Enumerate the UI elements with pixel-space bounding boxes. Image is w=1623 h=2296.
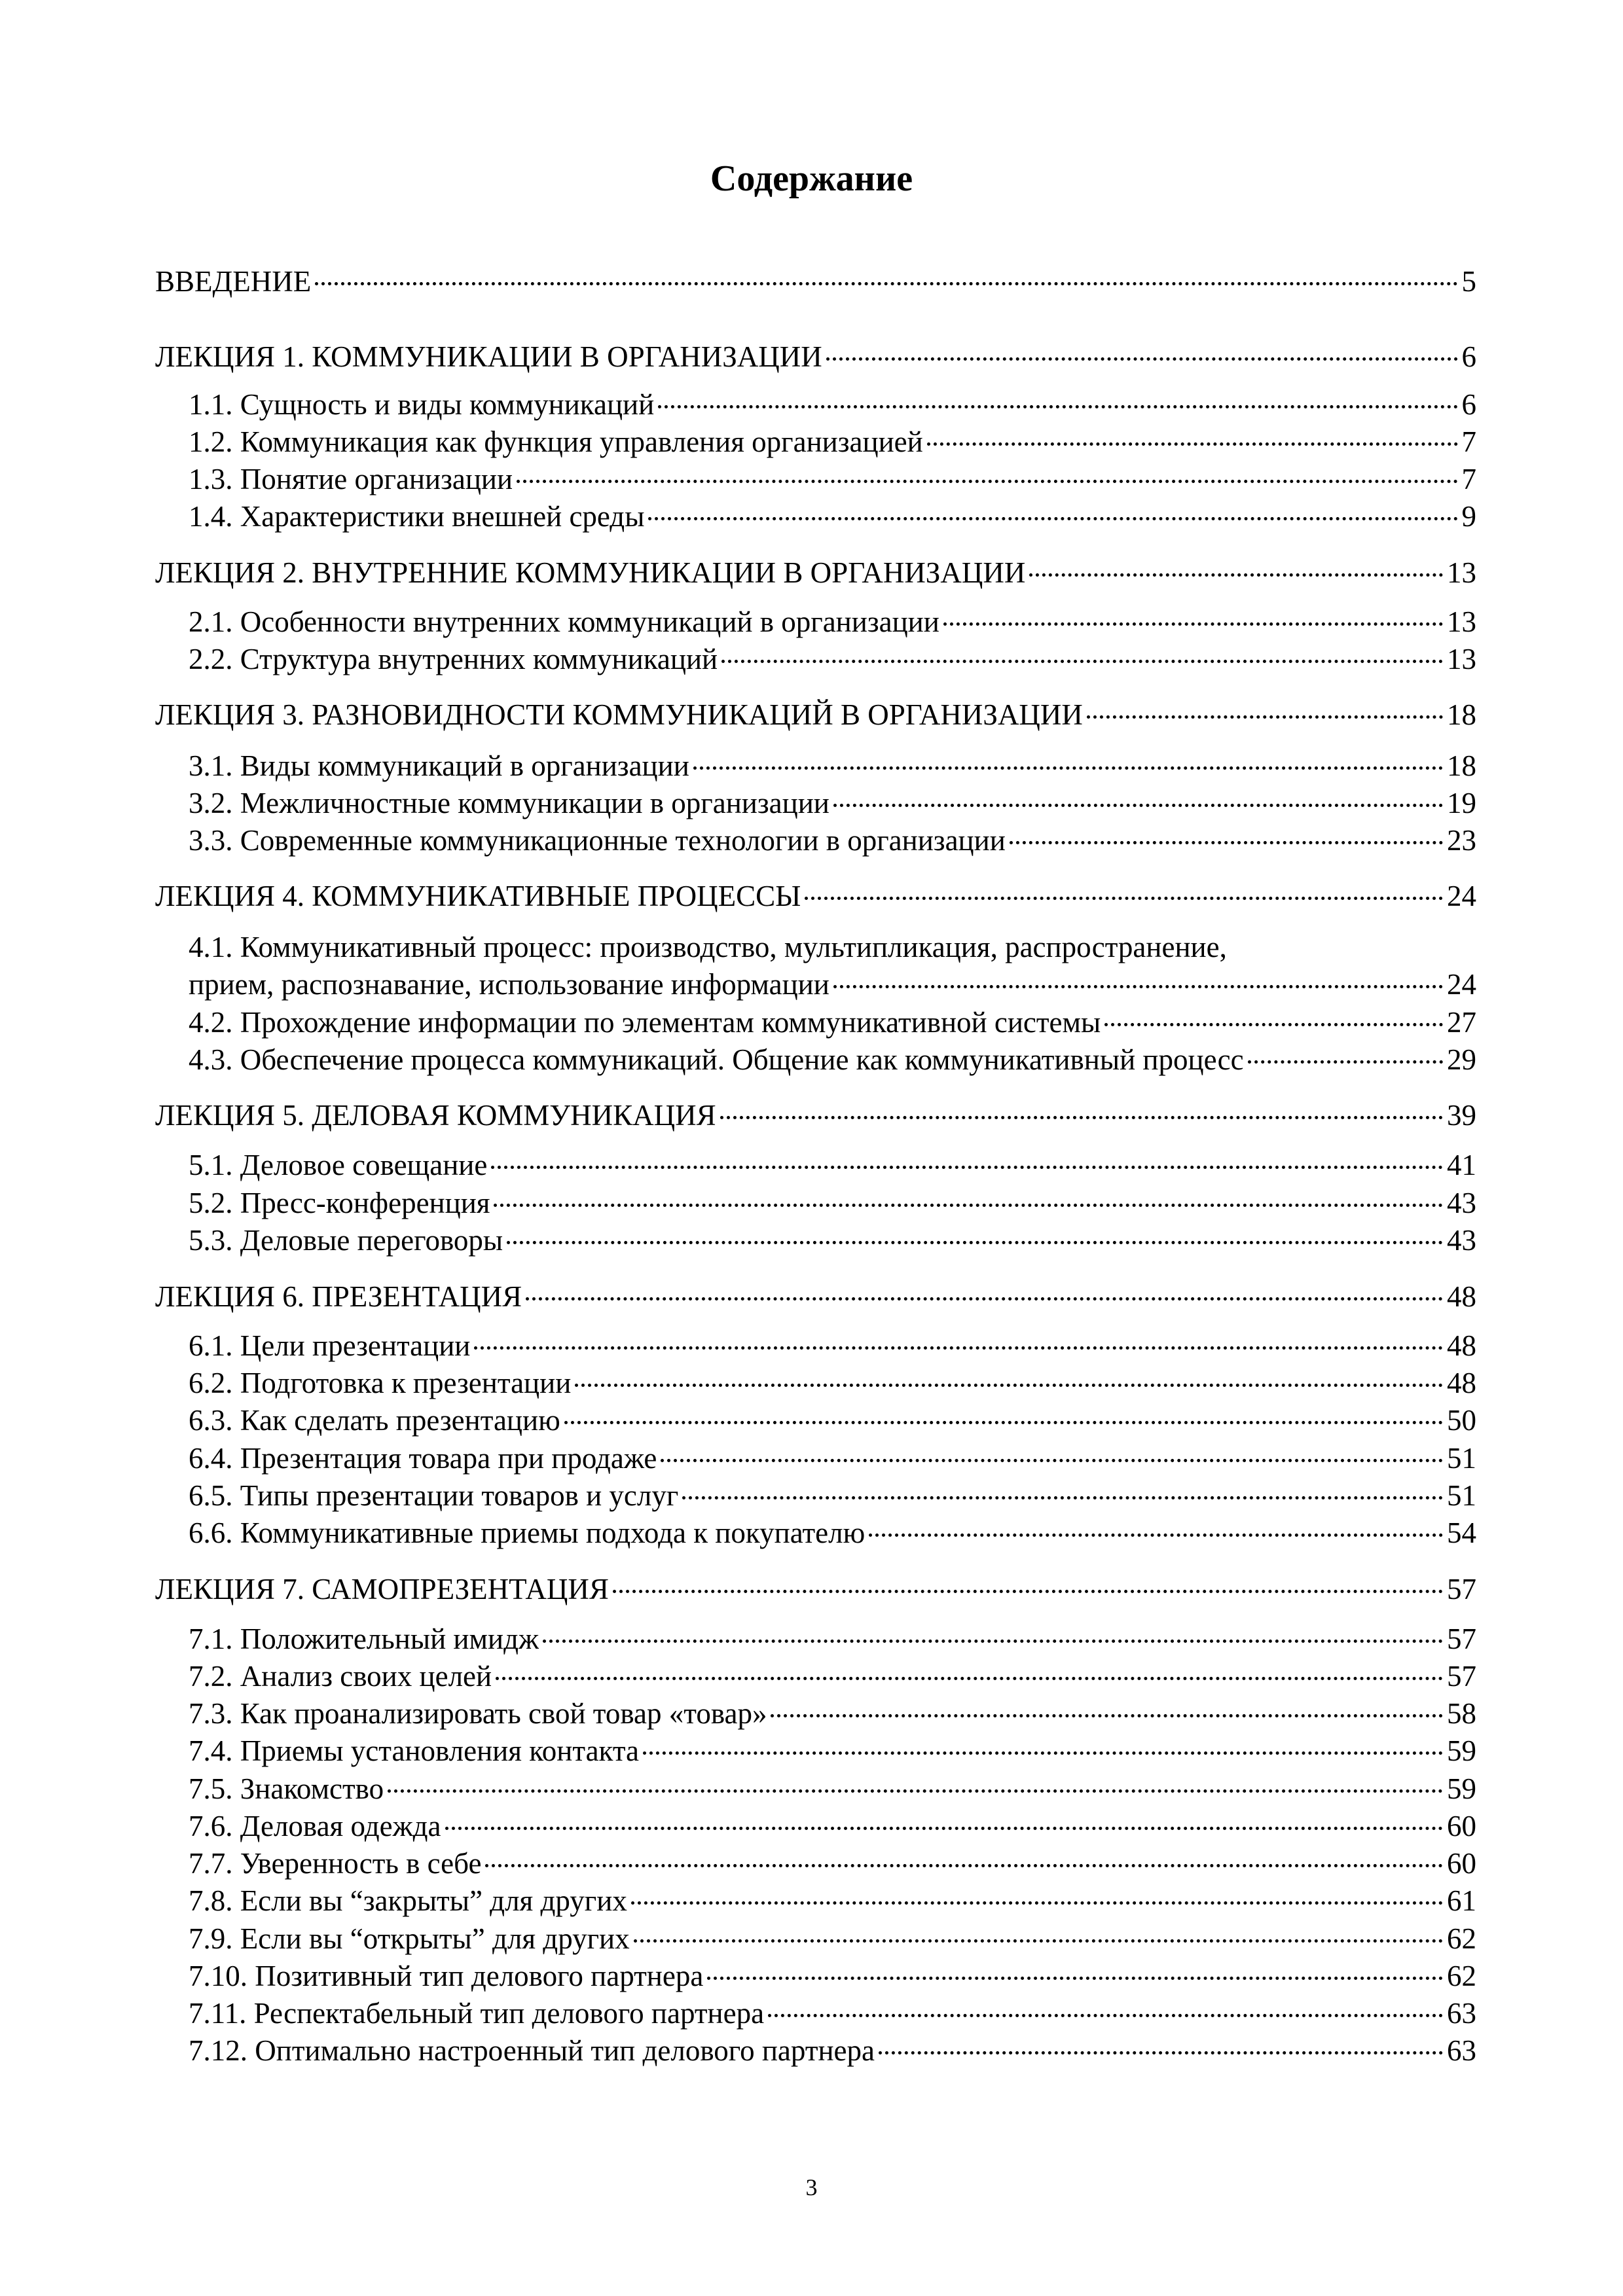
toc-page-number: 7 [1461, 425, 1476, 458]
toc-section-entry [189, 1365, 1476, 1401]
toc-section-entry [189, 1477, 1476, 1514]
toc-section-entry [189, 1515, 1476, 1551]
toc-dot-leader [707, 1977, 1443, 1980]
toc-entry-text: ЛЕКЦИЯ 2. ВНУТРЕННИЕ КОММУНИКАЦИИ В ОРГАНИЗАЦИИ [155, 556, 1026, 589]
toc-dot-leader [634, 1939, 1443, 1943]
toc-page-number: 48 [1447, 1329, 1476, 1362]
toc-dot-leader [491, 1166, 1443, 1169]
toc-page-number: 62 [1447, 1960, 1476, 1992]
toc-entry-text: 5.2. Пресс-конференция [189, 1187, 490, 1219]
toc-section-entry [189, 461, 1476, 497]
toc-lecture-entry [155, 263, 1476, 300]
toc-entry-text: 1.2. Коммуникация как функция управления организацией [189, 425, 923, 458]
toc-dot-leader [833, 804, 1443, 807]
toc-section-entry [189, 1147, 1476, 1183]
toc-page-number: 13 [1447, 556, 1476, 589]
toc-page-number: 6 [1461, 388, 1476, 421]
toc-entry-text: 4.3. Обеспечение процесса коммуникаций. Общение как коммуникативный процесс [189, 1043, 1244, 1076]
toc-entry-text: 7.6. Деловая одежда [189, 1810, 441, 1842]
toc-entry-text: 6.5. Типы презентации товаров и услуг [189, 1479, 679, 1512]
toc-page-number: 23 [1447, 824, 1476, 857]
toc-page-number: 59 [1447, 1772, 1476, 1805]
toc-section-entry [189, 2032, 1476, 2069]
toc-lecture-entry [155, 554, 1476, 591]
toc-dot-leader [474, 1346, 1443, 1350]
toc-dot-leader [494, 1204, 1443, 1207]
toc-page-number: 57 [1447, 1660, 1476, 1693]
toc-dot-leader [575, 1384, 1443, 1387]
toc-dot-leader [485, 1864, 1443, 1867]
toc-dot-leader [879, 2051, 1443, 2054]
toc-section-entry [189, 641, 1476, 677]
toc-page-number: 18 [1447, 749, 1476, 782]
toc-entry-text: 7.11. Респектабельный тип делового партнера [189, 1997, 765, 2030]
toc-section-entry [189, 1882, 1476, 1919]
toc-section-entry [189, 423, 1476, 460]
toc-page-number: 54 [1447, 1516, 1476, 1549]
toc-entry-text: 7.12. Оптимально настроенный тип делового партнера [189, 2034, 875, 2067]
toc-entry-text: 3.1. Виды коммуникаций в организации [189, 749, 689, 782]
toc-entry-text: 6.6. Коммуникативные приемы подхода к покупателю [189, 1516, 866, 1549]
toc-entry-text: 1.4. Характеристики внешней среды [189, 500, 645, 533]
page-number: 3 [805, 2174, 818, 2200]
toc-entry-text: ВВЕДЕНИЕ [155, 265, 312, 298]
toc-entry-text: 6.1. Цели презентации [189, 1329, 471, 1362]
toc-dot-leader [643, 1751, 1443, 1755]
page-title: Содержание [710, 158, 913, 199]
toc-entry-text: 6.3. Как сделать презентацию [189, 1404, 560, 1437]
toc-dot-leader [1087, 715, 1443, 719]
toc-dot-leader [564, 1421, 1443, 1424]
toc-page-number: 19 [1447, 787, 1476, 819]
toc-page-number: 41 [1447, 1149, 1476, 1181]
toc-entry-text: 7.9. Если вы “открыты” для других [189, 1922, 630, 1955]
toc-page-number: 13 [1447, 605, 1476, 638]
toc-dot-leader [507, 1241, 1443, 1244]
toc-page-number: 60 [1447, 1810, 1476, 1842]
toc-dot-leader [315, 282, 1457, 285]
toc-dot-leader [693, 766, 1443, 770]
toc-section-entry [189, 603, 1476, 640]
toc-dot-leader [1029, 573, 1443, 577]
toc-entry-text: 2.2. Структура внутренних коммуникаций [189, 643, 718, 675]
toc-dot-leader [927, 442, 1458, 446]
toc-section-entry [189, 1440, 1476, 1477]
toc-dot-leader [388, 1789, 1443, 1793]
toc-dot-leader [648, 517, 1457, 520]
toc-entry-text: 1.1. Сущность и виды коммуникаций [189, 388, 655, 421]
toc-section-entry [189, 1920, 1476, 1957]
toc-section-entry [189, 1845, 1476, 1882]
toc-section-entry [189, 1770, 1476, 1807]
toc-entry-text: 2.1. Особенности внутренних коммуникаций в организации [189, 605, 939, 638]
toc-dot-leader [833, 985, 1443, 988]
toc-dot-leader [658, 405, 1457, 408]
toc-page-number: 18 [1447, 698, 1476, 731]
toc-page-number: 63 [1447, 1997, 1476, 2030]
toc-lecture-entry [155, 696, 1476, 733]
toc-dot-leader [771, 1714, 1443, 1717]
toc-section-entry [189, 1695, 1476, 1732]
toc-section-entry [189, 1327, 1476, 1364]
toc-section-entry [189, 1222, 1476, 1259]
toc-entry-text: ЛЕКЦИЯ 3. РАЗНОВИДНОСТИ КОММУНИКАЦИЙ В ОРГАНИЗАЦИИ [155, 698, 1083, 731]
toc-entry-text: 7.7. Уверенность в себе [189, 1847, 482, 1880]
toc-section-entry [189, 1995, 1476, 2032]
toc-dot-leader [805, 897, 1443, 900]
toc-page-number: 43 [1447, 1224, 1476, 1257]
toc-page-number: 61 [1447, 1884, 1476, 1917]
toc-page-number: 62 [1447, 1922, 1476, 1955]
toc-dot-leader [826, 357, 1458, 361]
toc-page-number: 48 [1447, 1367, 1476, 1399]
toc-section-entry [189, 747, 1476, 784]
toc-section-entry [189, 1402, 1476, 1439]
toc-dot-leader [496, 1677, 1443, 1680]
toc-page-number: 6 [1461, 340, 1476, 373]
toc-dot-leader [1104, 1023, 1443, 1026]
toc-page-number: 24 [1447, 968, 1476, 1001]
toc-page-number: 57 [1447, 1623, 1476, 1655]
toc-entry-text: ЛЕКЦИЯ 4. КОММУНИКАТИВНЫЕ ПРОЦЕССЫ [155, 880, 801, 912]
toc-dot-leader [543, 1640, 1443, 1643]
toc-entry-text: 7.1. Положительный имидж [189, 1623, 539, 1655]
toc-page-number: 51 [1447, 1479, 1476, 1512]
toc-page-number: 58 [1447, 1697, 1476, 1730]
toc-dot-leader [1010, 841, 1443, 844]
toc-page-number: 60 [1447, 1847, 1476, 1880]
toc-section-entry [189, 822, 1476, 859]
toc-lecture-entry [155, 1097, 1476, 1134]
toc-entry-text: 5.1. Деловое совещание [189, 1149, 488, 1181]
toc-lecture-entry [155, 338, 1476, 375]
toc-page-number: 43 [1447, 1187, 1476, 1219]
toc-page-number: 57 [1447, 1573, 1476, 1605]
toc-dot-leader [721, 660, 1443, 663]
toc-entry-text: 7.8. Если вы “закрыты” для других [189, 1884, 627, 1917]
toc-entry-text: ЛЕКЦИЯ 6. ПРЕЗЕНТАЦИЯ [155, 1280, 522, 1313]
toc-entry-text: 7.10. Позитивный тип делового партнера [189, 1960, 704, 1992]
toc-section-entry [189, 1185, 1476, 1221]
toc-page-number: 9 [1461, 500, 1476, 533]
toc-dot-leader [869, 1534, 1443, 1537]
toc-section-entry [189, 966, 1476, 1003]
toc-entry-text: 7.2. Анализ своих целей [189, 1660, 492, 1693]
toc-section-entry [189, 1958, 1476, 1994]
toc-entry-text: 1.3. Понятие организации [189, 463, 513, 495]
toc-section-entry [189, 1658, 1476, 1695]
toc-page-number: 63 [1447, 2034, 1476, 2067]
toc-entry-text: 6.4. Презентация товара при продаже [189, 1442, 657, 1475]
toc-section-entry [189, 1808, 1476, 1844]
toc-page-number: 13 [1447, 643, 1476, 675]
toc-dot-leader [661, 1459, 1443, 1462]
toc-entry-text: 4.1. Коммуникативный процесс: производство, мультипликация, распространение, [189, 931, 1227, 963]
toc-dot-leader [631, 1901, 1443, 1905]
toc-entry-text: 7.4. Приемы установления контакта [189, 1734, 640, 1767]
toc-dot-leader [517, 480, 1457, 483]
toc-page-number: 50 [1447, 1404, 1476, 1437]
toc-lecture-entry [155, 1278, 1476, 1315]
toc-entry-text: 6.2. Подготовка к презентации [189, 1367, 572, 1399]
toc-dot-leader [943, 622, 1443, 626]
toc-dot-leader [526, 1297, 1443, 1300]
toc-page-number: 27 [1447, 1006, 1476, 1039]
toc-page-number: 59 [1447, 1734, 1476, 1767]
toc-entry-text: 3.2. Межличностные коммуникации в организации [189, 787, 830, 819]
toc-page-number: 29 [1447, 1043, 1476, 1076]
toc-entry-text: 7.5. Знакомство [189, 1772, 384, 1805]
toc-dot-leader [1248, 1060, 1443, 1064]
toc-entry-text: 5.3. Деловые переговоры [189, 1224, 503, 1257]
toc-section-entry [189, 1732, 1476, 1769]
toc-page-number: 5 [1461, 265, 1476, 298]
toc-section-entry [189, 1041, 1476, 1078]
toc-section-entry [189, 498, 1476, 535]
toc-entry-text: 7.3. Как проанализировать свой товар «товар» [189, 1697, 767, 1730]
toc-lecture-entry [155, 878, 1476, 914]
toc-lecture-entry [155, 1571, 1476, 1607]
toc-entry-text: ЛЕКЦИЯ 5. ДЕЛОВАЯ КОММУНИКАЦИЯ [155, 1099, 716, 1132]
toc-entry-text: ЛЕКЦИЯ 1. КОММУНИКАЦИИ В ОРГАНИЗАЦИИ [155, 340, 822, 373]
toc-dot-leader [768, 2014, 1443, 2017]
toc-entry-text: прием, распознавание, использование информации [189, 968, 830, 1001]
toc-section-entry [189, 785, 1476, 821]
toc-dot-leader [682, 1496, 1443, 1499]
toc-entry-text: ЛЕКЦИЯ 7. САМОПРЕЗЕНТАЦИЯ [155, 1573, 609, 1605]
toc-page-number: 48 [1447, 1280, 1476, 1313]
toc-page-number: 39 [1447, 1099, 1476, 1132]
toc-dot-leader [720, 1116, 1443, 1119]
toc-section-entry [189, 1621, 1476, 1657]
toc-dot-leader [613, 1590, 1443, 1593]
toc-page-number: 7 [1461, 463, 1476, 495]
toc-section-entry [189, 386, 1476, 423]
toc-dot-leader [445, 1827, 1443, 1830]
toc-page-number: 24 [1447, 880, 1476, 912]
toc-page-number: 51 [1447, 1442, 1476, 1475]
toc-section-entry [189, 1004, 1476, 1041]
toc-entry-text: 4.2. Прохождение информации по элементам коммуникативной системы [189, 1006, 1101, 1039]
toc-entry-text: 3.3. Современные коммуникационные технологии в организации [189, 824, 1006, 857]
